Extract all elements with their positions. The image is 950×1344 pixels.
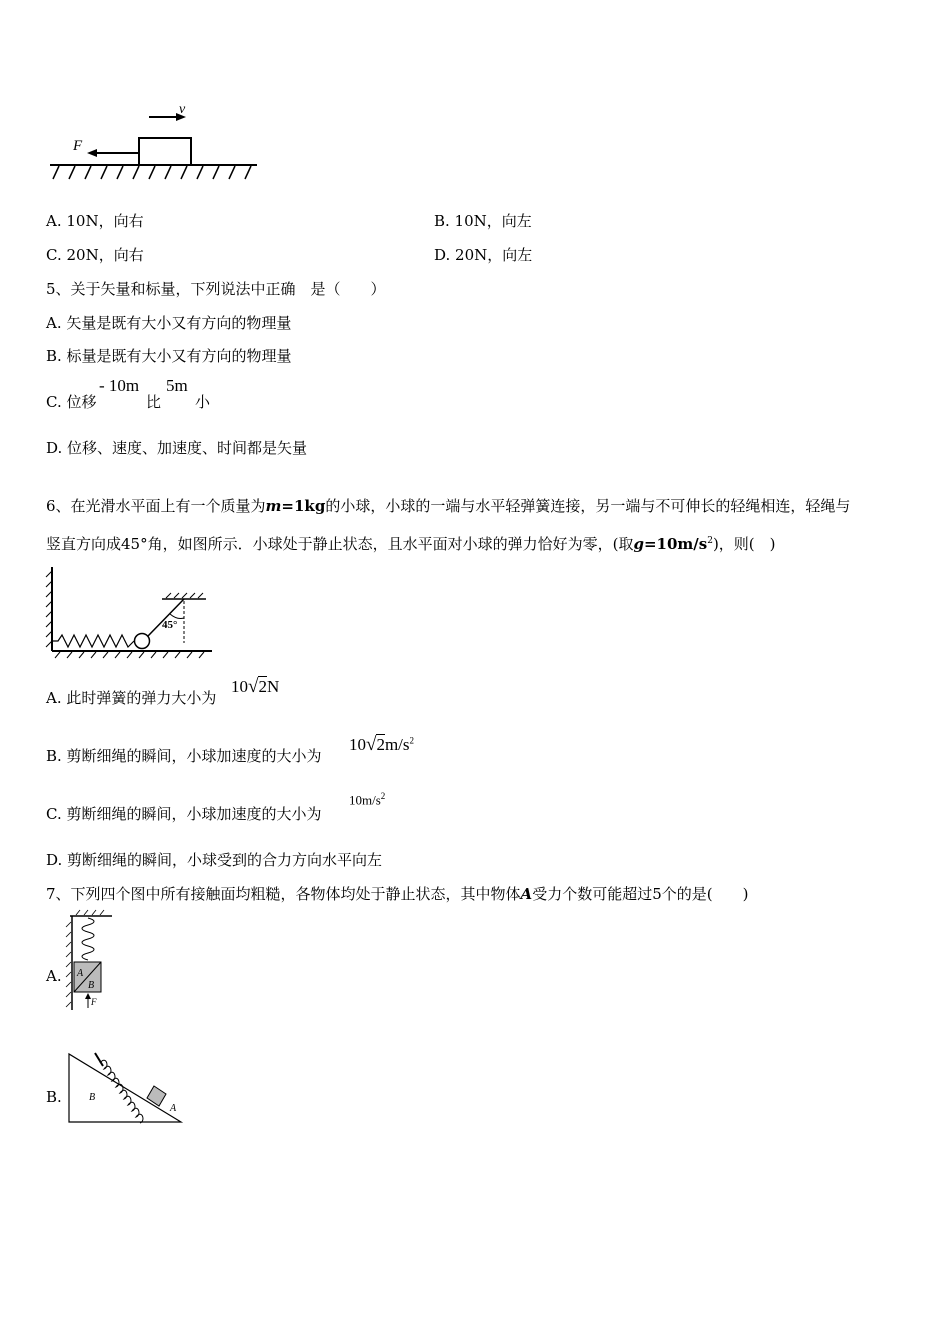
q6-stem-line2: 竖直方向成45°角，如图所示．小球处于静止状态，且水平面对小球的弹力恰好为零，(取$g=10m/s^2$)，则( ): [46, 535, 776, 553]
q6-stem-line1: 6、在光滑水平面上有一个质量为m=1kg的小球，小球的一端与水平轻弹簧连接，另一端与不可伸长的轻绳相连，轻绳与: [46, 497, 851, 515]
figure-spring-ball: [40, 565, 220, 660]
q5-option-c-mid: 比: [146, 393, 162, 411]
velocity-label: v: [179, 102, 186, 117]
block-b-label: B: [88, 980, 95, 991]
q5-option-c-prefix: C. 位移: [46, 393, 97, 411]
q4-option-a: A. 10N，向右: [46, 212, 144, 230]
wedge-b-label: B: [89, 1092, 96, 1103]
angle-label: 45°: [162, 619, 178, 631]
q5-option-a: A. 矢量是既有大小又有方向的物理量: [46, 314, 292, 332]
q4-option-b: B. 10N，向左: [434, 212, 532, 230]
force-label: F: [73, 138, 83, 154]
q5-option-d: D. 位移、速度、加速度、时间都是矢量: [46, 439, 308, 457]
q5-option-c-val2: 5m: [166, 376, 188, 395]
figure-block-force: [45, 95, 265, 185]
q6-option-d: D. 剪断细绳的瞬间，小球受到的合力方向水平向左: [46, 851, 383, 869]
q7-option-a-label: A.: [46, 967, 62, 985]
q6-option-a-text: A. 此时弹簧的弹力大小为: [46, 689, 217, 707]
q6-option-b-math: $10√2m/s^2$: [349, 734, 414, 755]
block-a-label: A: [77, 968, 84, 979]
q4-option-d: D. 20N，向左: [434, 246, 533, 264]
q5-option-b: B. 标量是既有大小又有方向的物理量: [46, 347, 292, 365]
q7-stem: 7、下列四个图中所有接触面均粗糙，各物体均处于静止状态，其中物体A受力个数可能超过5个的是( ): [46, 885, 749, 903]
q7-option-b-label: B.: [46, 1088, 62, 1106]
q6-option-c-text: C. 剪断细绳的瞬间，小球加速度的大小为: [46, 805, 322, 823]
figure-q7-b: [62, 1046, 187, 1128]
q6-option-c-math: $10m/s^2$: [349, 791, 386, 808]
q6-option-b-text: B. 剪断细绳的瞬间，小球加速度的大小为: [46, 747, 322, 765]
q5-stem: 5、关于矢量和标量，下列说法中正确 是（ ）: [46, 280, 386, 298]
q5-option-c-val1: - 10m: [99, 376, 140, 395]
force-f-label: F: [91, 997, 97, 1007]
figure-q7-a: [62, 914, 112, 1014]
q6-option-a-math: 10√2N: [231, 676, 280, 697]
q5-option-c-suffix: 小: [195, 393, 211, 411]
block-a-label-b: A: [170, 1103, 177, 1114]
q4-option-c: C. 20N，向右: [46, 246, 144, 264]
